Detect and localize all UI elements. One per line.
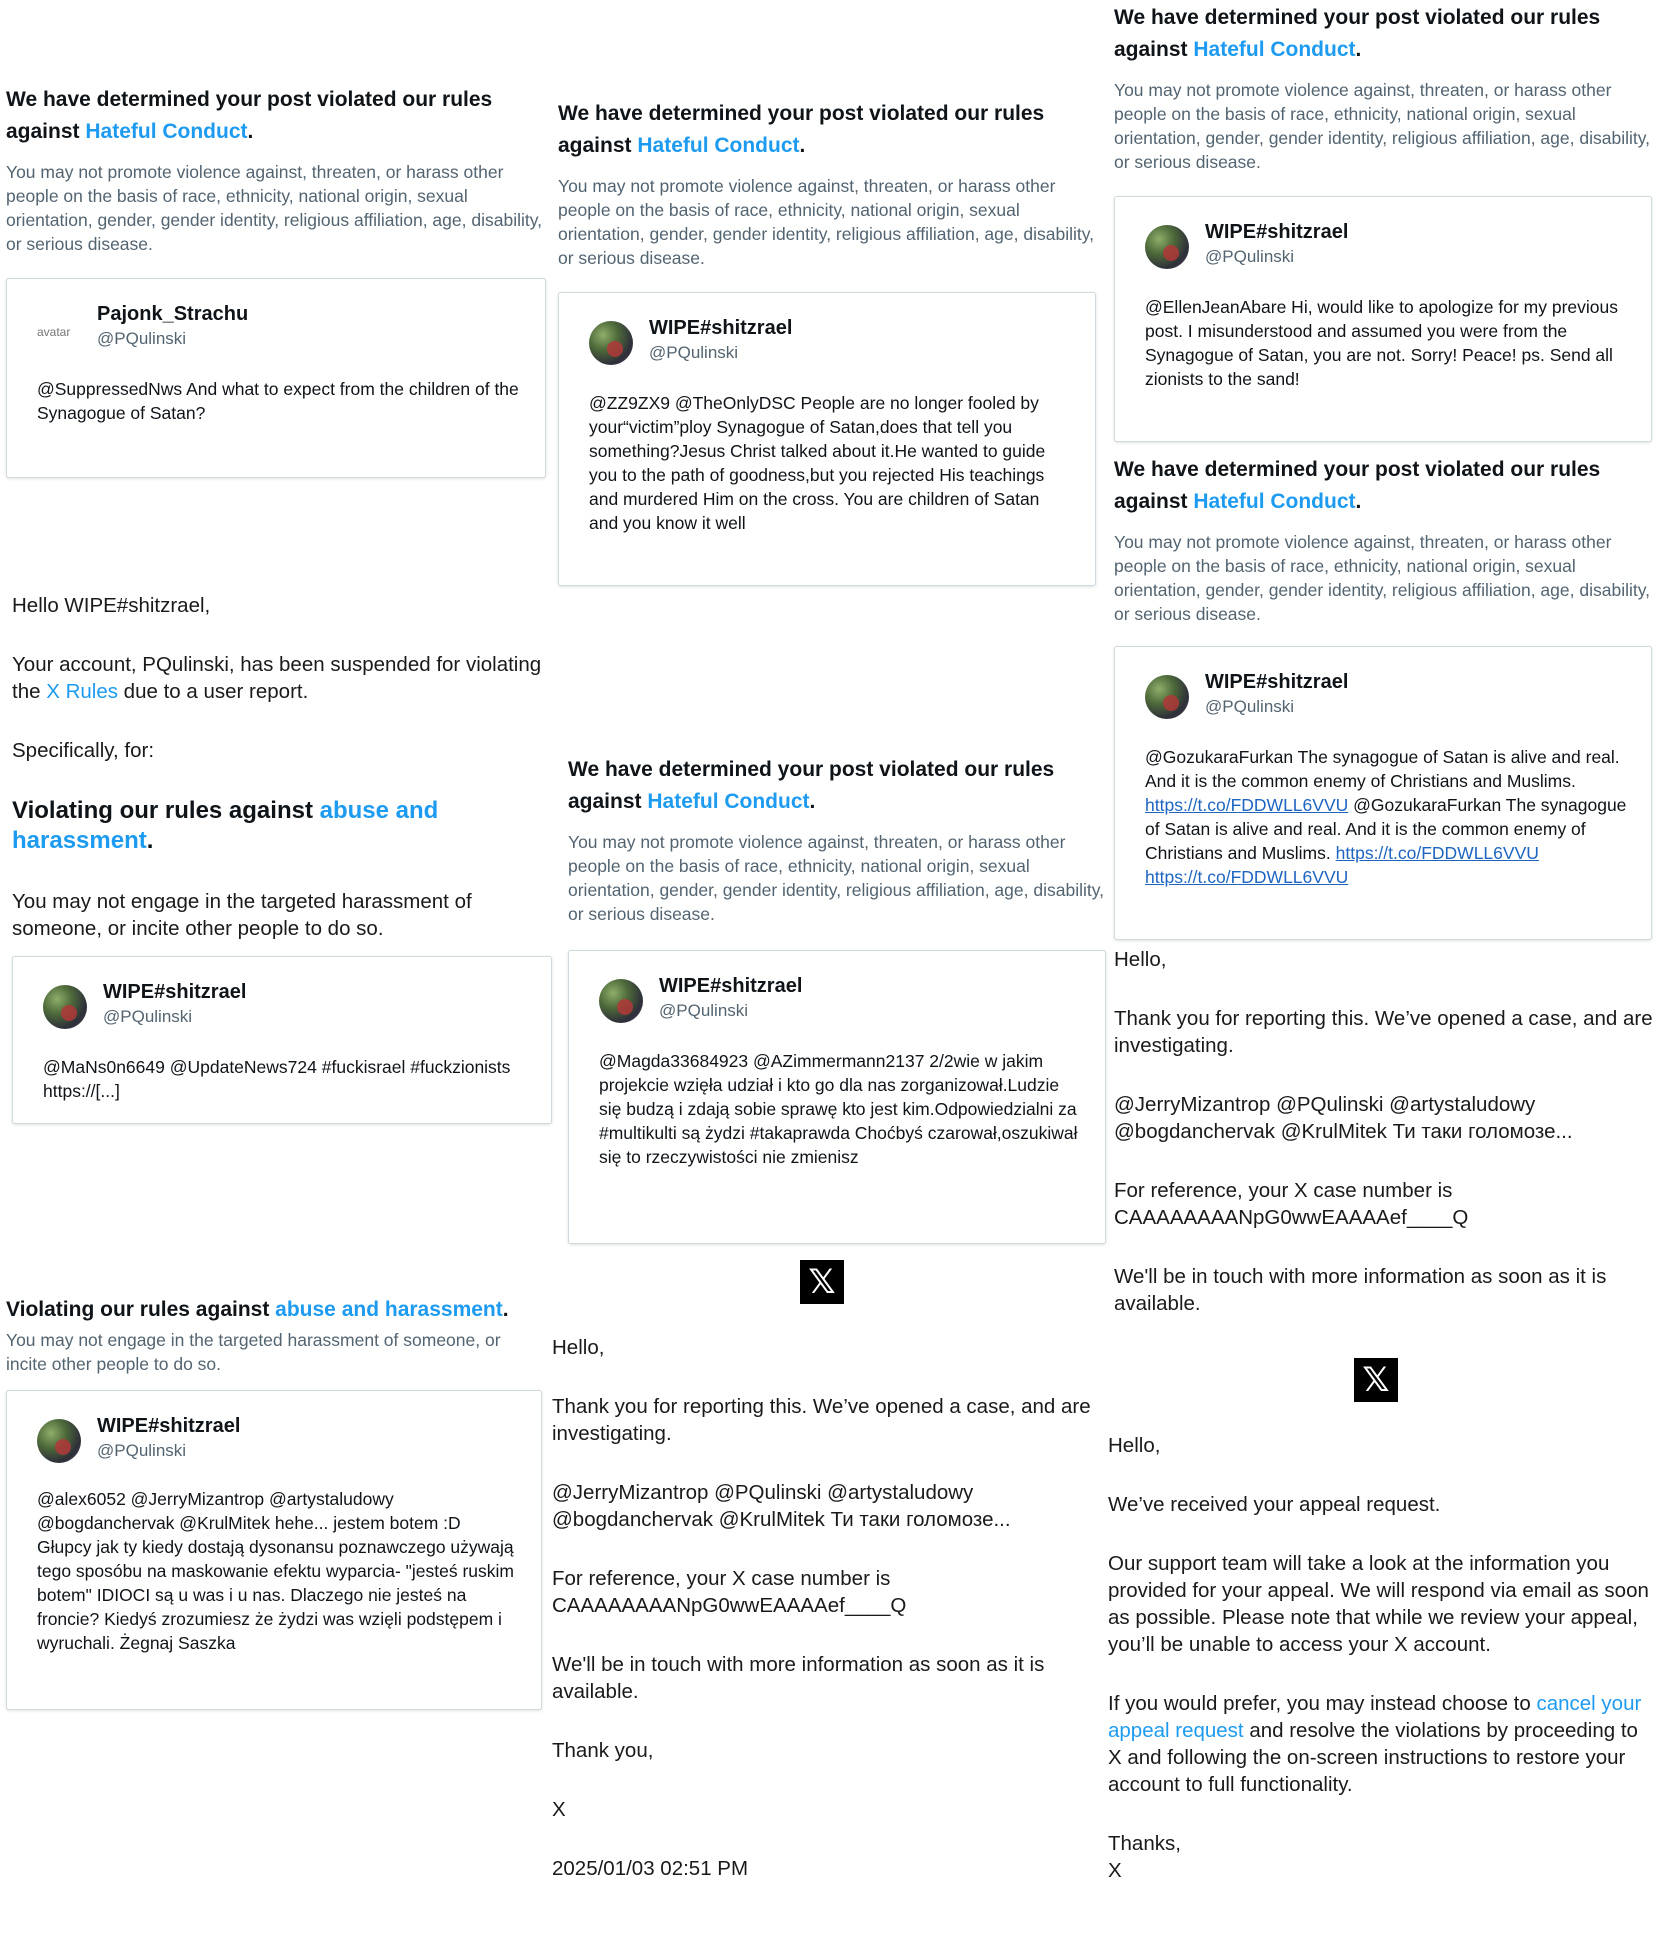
avatar [37,307,77,347]
avatar [1145,225,1189,269]
post-text: @alex6052 @JerryMizantrop @artystaludowy @bogdanchervak @KrulMitek hehe... jestem botem :D Głupcy jak ty kiedy dostają dysonansu poznawczego używają tego sposóbu na maskowanie efektu wyparcia- "jesteś ruskim botem" IDIOCI są u was i u nas. Dlaczego nie jesteś na froncie? Kiedyś zrozumiesz że żydzi was wzięli podstępem i wyruchali. Żegnaj Saszka [37,1489,514,1653]
author-handle: @PQulinski [97,1441,187,1460]
policy-text: You may not engage in the targeted harassment of someone, or incite other people to do so. [6,1330,501,1374]
abuse-link[interactable]: abuse and harassment [12,797,439,854]
appeal-greeting: Hello, [1108,1434,1161,1457]
author-handle: @PQulinski [97,329,187,348]
post-card-4 [1114,646,1652,940]
author-name: WIPE#shitzrael [103,981,247,1003]
x-rules-link[interactable]: X Rules [46,680,118,703]
policy-text: You may not promote violence against, threaten, or harass other people on the basis of race, ethnicity, national origin, sexual orientation, gender, gender identity, religious affiliation, age, disability, or serious disease. [6,162,543,254]
report-thanks-line: Thank you for reporting this. We’ve opened a case, and are investigating. [552,1395,1091,1445]
x-logo-icon: 𝕏 [800,1260,844,1304]
author-name: Pajonk_Strachu [97,303,249,325]
abuse-link[interactable]: abuse and harassment [275,1298,503,1321]
appeal-email [1108,1432,1654,1884]
report-thanks-line: Thank you for reporting this. We’ve opened a case, and are investigating. [1114,1007,1653,1057]
avatar [599,979,643,1023]
post-text: @Magda33684923 @AZimmermann2137 2/2wie w jakim projekcie wzięła udział i kto go dla nas zorganizował.Ludzie się budzą i zdają sobie sprawę kto jest kim.Odpowiedzialni za #multikulti są żydzi #takaprawda Choćbyś czarował,oszukiwał się to rzeczywistości nie zmienisz [599,1051,1078,1167]
post-link[interactable]: https://t.co/FDDWLL6VVU [1335,843,1539,863]
author-name: WIPE#shitzrael [1205,671,1349,693]
post-text: @SuppressedNws And what to expect from the children of the Synagogue of Satan? [37,379,519,423]
post-card-5 [12,956,552,1124]
cancel-appeal-link[interactable]: cancel your appeal request [1108,1692,1642,1742]
author-handle: @PQulinski [103,1007,193,1026]
avatar [589,321,633,365]
report-signature: X [552,1798,566,1821]
hateful-conduct-link[interactable]: Hateful Conduct [647,790,810,813]
author-handle: @PQulinski [1205,247,1295,266]
violation-notice-1 [6,84,546,256]
violation-heading: We have determined your post violated our rules against Hateful Conduct. [558,102,1045,157]
policy-text: You may not promote violence against, threaten, or harass other people on the basis of race, ethnicity, national origin, sexual orientation, gender, gender identity, religious affiliation, age, disability, or serious disease. [1114,80,1651,172]
policy-text: You may not promote violence against, threaten, or harass other people on the basis of race, ethnicity, national origin, sexual orientation, gender, gender identity, religious affiliation, age, disability, or serious disease. [558,176,1095,268]
violation-notice-4 [1114,454,1654,626]
report-mentions: @JerryMizantrop @PQulinski @artystaludowy @bogdanchervak @KrulMitek Ти таки голомозе... [1114,1093,1573,1143]
suspension-greeting: Hello WIPE#shitzrael, [12,594,211,617]
author-name: WIPE#shitzrael [649,317,793,339]
report-email-2 [1114,946,1654,1317]
avatar-alt-text: avatar [37,325,71,339]
post-link[interactable]: https://t.co/FDDWLL6VVU [1145,795,1349,815]
post-card-3 [1114,196,1652,442]
hateful-conduct-link[interactable]: Hateful Conduct [1193,490,1356,513]
avatar [37,1419,81,1463]
report-greeting: Hello, [1114,948,1167,971]
avatar [1145,675,1189,719]
post-card-6 [568,950,1106,1244]
abuse-notice [6,1294,546,1376]
author-name: WIPE#shitzrael [97,1415,241,1437]
post-card-7 [6,1390,542,1710]
appeal-prefer: If you would prefer, you may instead choose to cancel your appeal request and resolve the violations by proceeding to X and following the on-screen instructions to restore your account to full functionality. [1108,1692,1642,1796]
report-greeting: Hello, [552,1336,605,1359]
specifically-label: Specifically, for: [12,739,155,762]
hateful-conduct-link[interactable]: Hateful Conduct [637,134,800,157]
case-reference: For reference, your X case number is CAAAAAAAANpG0wwEAAAAef____Q [1114,1179,1469,1229]
abuse-policy: You may not engage in the targeted harassment of someone, or incite other people to do so. [12,890,472,940]
post-text: @GozukaraFurkan The synagogue of Satan is alive and real. And it is the common enemy of Christians and Muslims. https://t.co/FDDWLL6VVU @GozukaraFurkan The synagogue of Satan is alive and real. And it is the common enemy of Christians and Muslims. https://t.co/FDDWLL6VVU https://t.co/FDDWLL6VVU [1145,747,1627,887]
report-email [552,1334,1092,1914]
violation-notice-6 [568,754,1108,926]
violation-heading: We have determined your post violated our rules against Hateful Conduct. [1114,6,1601,61]
case-number: CAAAAAAAANpG0wwEAAAAef____Q [1114,1206,1469,1229]
case-number: CAAAAAAAANpG0wwEAAAAef____Q [552,1594,907,1617]
report-touch: We'll be in touch with more information as soon as it is available. [552,1653,1045,1703]
report-mentions: @JerryMizantrop @PQulinski @artystaludowy @bogdanchervak @KrulMitek Ти таки голомозе... [552,1481,1011,1531]
post-text: @EllenJeanAbare Hi, would like to apologize for my previous post. I misunderstood and assumed you were from the Synagogue of Satan, you are not. Sorry! Peace! ps. Send all zionists to the sand! [1145,297,1619,389]
post-link[interactable]: https://t.co/FDDWLL6VVU [1145,867,1349,887]
policy-text: You may not promote violence against, threaten, or harass other people on the basis of race, ethnicity, national origin, sexual orientation, gender, gender identity, religious affiliation, age, disability, or serious disease. [568,832,1105,924]
post-card-1 [6,278,546,478]
abuse-heading: Violating our rules against abuse and harassment. [12,797,439,854]
author-name: WIPE#shitzrael [659,975,803,997]
violation-heading: We have determined your post violated our rules against Hateful Conduct. [6,88,493,143]
appeal-received: We’ve received your appeal request. [1108,1493,1441,1516]
post-text: @MaNs0n6649 @UpdateNews724 #fuckisrael #fuckzionists https://[...] [43,1057,511,1101]
appeal-signoff: Thanks, X [1108,1832,1181,1882]
policy-text: You may not promote violence against, threaten, or harass other people on the basis of race, ethnicity, national origin, sexual orientation, gender, gender identity, religious affiliation, age, disability, or serious disease. [1114,532,1651,624]
author-handle: @PQulinski [659,1001,749,1020]
violation-notice-3 [1114,2,1654,174]
report-thank-you: Thank you, [552,1739,654,1762]
post-text: @ZZ9ZX9 @TheOnlyDSC People are no longer fooled by your“victim”ploy Synagogue of Satan,does that tell you something?Jesus Christ talked about it.He wanted to guide you to the path of goodness,but you rejected His teachings and murdered Him on the cross. You are children of Satan and you know it well [589,393,1046,533]
appeal-signature: X [1108,1859,1122,1882]
violation-heading: We have determined your post violated our rules against Hateful Conduct. [568,758,1055,813]
abuse-heading: Violating our rules against abuse and harassment. [6,1298,509,1321]
x-logo-icon: 𝕏 [1354,1358,1398,1402]
suspension-message: Your account, PQulinski, has been suspended for violating the X Rules due to a user report. [12,653,542,703]
violation-heading: We have determined your post violated our rules against Hateful Conduct. [1114,458,1601,513]
case-reference: For reference, your X case number is CAAAAAAAANpG0wwEAAAAef____Q [552,1567,907,1617]
report-timestamp: 2025/01/03 02:51 PM [552,1857,749,1880]
hateful-conduct-link[interactable]: Hateful Conduct [1193,38,1356,61]
post-card-2 [558,292,1096,586]
author-name: WIPE#shitzrael [1205,221,1349,243]
avatar [43,985,87,1029]
author-handle: @PQulinski [1205,697,1295,716]
appeal-support: Our support team will take a look at the information you provided for your appeal. We will respond via email as soon as possible. Please note that while we review your appeal, you’ll be unable to access your X account. [1108,1552,1649,1656]
suspension-email [12,592,552,942]
hateful-conduct-link[interactable]: Hateful Conduct [85,120,248,143]
report-touch: We'll be in touch with more information as soon as it is available. [1114,1265,1607,1315]
author-handle: @PQulinski [649,343,739,362]
violation-notice-2 [558,98,1098,270]
